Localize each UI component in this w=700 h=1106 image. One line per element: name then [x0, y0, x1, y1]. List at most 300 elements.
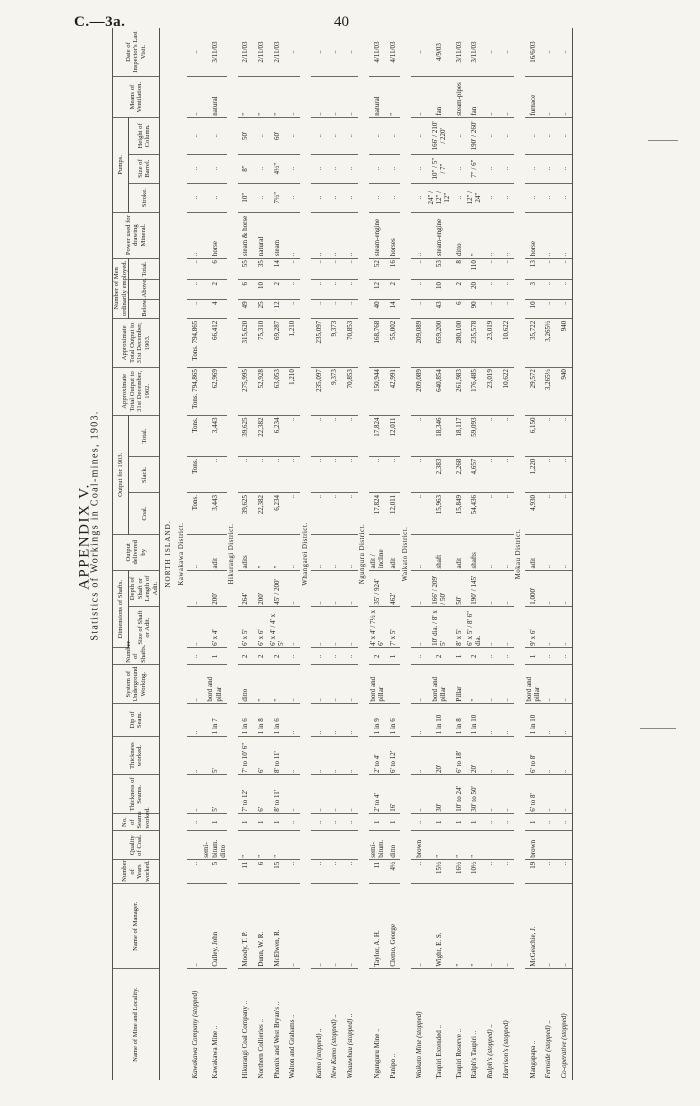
- cell-vent: ..: [411, 77, 427, 118]
- cell-seams: 1: [466, 814, 482, 831]
- cell-shafts: 2: [369, 648, 385, 665]
- cell-seams: ..: [327, 814, 343, 831]
- district-label: Mokau District.: [515, 528, 523, 580]
- cell-seams: ..: [342, 814, 358, 831]
- cell-slack: ..: [498, 457, 514, 493]
- col-group-output: Output for 1903.: [113, 416, 129, 535]
- cell-years: ..: [411, 860, 427, 884]
- cell-size: 6' x 4' / 4' x 5': [269, 607, 285, 648]
- cell-slack: 1,220: [525, 457, 541, 493]
- table-row: [269, 28, 285, 1080]
- cell-dip: ..: [411, 704, 427, 737]
- cell-worked: ..: [327, 736, 343, 775]
- cell-to1903: 10,622: [498, 319, 514, 367]
- cell-slack: ..: [483, 457, 499, 493]
- cell-men-total: 52: [369, 258, 385, 280]
- cell-shafts: 2: [238, 648, 254, 665]
- cell-dip: 1 in 9: [369, 704, 385, 737]
- cell-coal: ..: [411, 493, 427, 534]
- col-shaft-size: Size of Shaft or Adit.: [129, 607, 160, 648]
- cell-worked: 8' to 11': [269, 736, 285, 775]
- cell-to1902: 42,991: [385, 367, 401, 415]
- cell-delivered: adit: [202, 534, 226, 570]
- cell-visit: 2/11/03: [238, 28, 254, 77]
- cell-delivered: ..: [285, 534, 301, 570]
- cell-worked: 6' to 8': [525, 736, 541, 775]
- cell-name: Fernside (stopped) ..: [544, 1020, 553, 1079]
- cell-column: ..: [483, 118, 499, 154]
- table-row: [385, 28, 401, 1080]
- cell-manager: McElwen, R.: [269, 884, 285, 969]
- cell-stroke: ..: [327, 183, 343, 212]
- cell-delivered: adit / incline: [369, 534, 385, 570]
- col-men-above: Above.: [129, 280, 160, 299]
- cell-visit: 4/11/03: [369, 28, 385, 77]
- cell-dip: ..: [483, 704, 499, 737]
- cell-system: ..: [498, 665, 514, 704]
- cell-coal: ..: [311, 493, 327, 534]
- cell-coal: 15,963: [427, 493, 451, 534]
- cell-system: ": [269, 665, 285, 704]
- cell-name: Kamo (stopped) ..: [314, 1028, 323, 1079]
- cell-worked: 5': [202, 736, 226, 775]
- cell-stroke: ..: [253, 183, 269, 212]
- cell-size: ..: [311, 607, 327, 648]
- cell-delivered: ..: [311, 534, 327, 570]
- cell-depth: ..: [311, 570, 327, 606]
- cell-dip: ..: [285, 704, 301, 737]
- cell-barrel: ..: [525, 154, 541, 183]
- cell-manager: Moody, T. P.: [238, 884, 254, 969]
- cell-name: Ralph's (stopped) ..: [486, 1024, 495, 1079]
- cell-total: ..: [311, 416, 327, 457]
- cell-below: ..: [556, 299, 572, 318]
- cell-visit: 3/11/03: [451, 28, 467, 77]
- cell-size: 6' x 6': [253, 607, 269, 648]
- cell-slack: 2,268: [451, 457, 467, 493]
- cell-quality: brown: [525, 831, 541, 860]
- district-row: [227, 28, 238, 1080]
- cell-seams: ..: [285, 814, 301, 831]
- cell-depth: 200': [253, 570, 269, 606]
- cell-quality: semi-bitum.: [369, 831, 385, 860]
- cell-seams: ..: [187, 814, 203, 831]
- cell-to1902: 209,089: [411, 367, 427, 415]
- cell-depth: ..: [342, 570, 358, 606]
- cell-stroke: 10": [238, 183, 254, 212]
- cell-men-total: ..: [483, 258, 499, 280]
- cell-visit: 16/6/03: [525, 28, 541, 77]
- cell-coal: ..: [342, 493, 358, 534]
- table-body: [160, 28, 572, 1080]
- cell-to1903: 235,097: [311, 319, 327, 367]
- cell-seams: ..: [556, 814, 572, 831]
- cell-seam-thick: ..: [311, 775, 327, 814]
- cell-total: 17,824: [369, 416, 385, 457]
- cell-total: 3,443: [202, 416, 226, 457]
- cell-depth: ..: [483, 570, 499, 606]
- cell-men-total: 8: [451, 258, 467, 280]
- cell-barrel: ..: [451, 154, 467, 183]
- cell-slack: ..: [253, 457, 269, 493]
- cell-name: Ngunguru Mine ..: [372, 1028, 381, 1079]
- cell-shafts: ..: [342, 648, 358, 665]
- table-row: [411, 28, 427, 1080]
- cell-vent: ..: [342, 77, 358, 118]
- cell-to1903: 55,002: [385, 319, 401, 367]
- table-row: [311, 28, 327, 1080]
- cell-to1903: 70,853: [342, 319, 358, 367]
- cell-manager: Wight, E. S.: [427, 884, 451, 969]
- cell-to1902: Tons. 794,865: [187, 367, 203, 415]
- cell-size: ..: [285, 607, 301, 648]
- cell-barrel: ..: [285, 154, 301, 183]
- cell-power: horses: [385, 212, 401, 258]
- cell-depth: ..: [411, 570, 427, 606]
- cell-worked: ..: [411, 736, 427, 775]
- cell-stroke: ..: [498, 183, 514, 212]
- cell-men-total: ..: [556, 258, 572, 280]
- cell-stroke: 12" / 24": [466, 183, 482, 212]
- cell-depth: ..: [285, 570, 301, 606]
- cell-seams: ..: [411, 814, 427, 831]
- cell-to1903: 35,722: [525, 319, 541, 367]
- cell-manager: ..: [483, 884, 499, 969]
- cell-system: bord and pillar: [369, 665, 385, 704]
- cell-seams: ..: [483, 814, 499, 831]
- cell-years: ..: [285, 860, 301, 884]
- cell-visit: 4/9/03: [427, 28, 451, 77]
- appendix-title: APPENDIX V.: [76, 483, 93, 590]
- cell-delivered: ": [253, 534, 269, 570]
- table-row: [498, 28, 514, 1080]
- cell-name: Taupiri Reserve ..: [454, 1028, 463, 1079]
- cell-manager: Dunn, W. R.: [253, 884, 269, 969]
- table-row: [342, 28, 358, 1080]
- cell-below: 25: [253, 299, 269, 318]
- cell-power: steam-engine: [369, 212, 385, 258]
- cell-column: 166' / 210' / 220': [427, 118, 451, 154]
- cell-delivered: ..: [342, 534, 358, 570]
- cell-total: 6,150: [525, 416, 541, 457]
- cell-below: 49: [238, 299, 254, 318]
- cell-total: Tons.: [187, 416, 203, 457]
- cell-column: ..: [541, 118, 557, 154]
- cell-stroke: ..: [541, 183, 557, 212]
- cell-delivered: ..: [541, 534, 557, 570]
- cell-system: ..: [411, 665, 427, 704]
- cell-depth: ..: [541, 570, 557, 606]
- cell-shafts: ..: [327, 648, 343, 665]
- cell-slack: ..: [311, 457, 327, 493]
- cell-above: ..: [411, 280, 427, 299]
- cell-above: ..: [285, 280, 301, 299]
- cell-slack: ..: [238, 457, 254, 493]
- cell-above: 2: [202, 280, 226, 299]
- cell-to1903: 3,265½: [541, 319, 557, 367]
- district-row: [176, 28, 187, 1080]
- cell-delivered: shafts: [466, 534, 482, 570]
- district-label: Hikurangi District.: [228, 523, 236, 585]
- cell-vent: ": [238, 77, 254, 118]
- cell-name: Panipo ..: [388, 1053, 397, 1079]
- cell-quality: ": [427, 831, 451, 860]
- cell-system: bord and pillar: [525, 665, 541, 704]
- cell-seam-thick: ..: [187, 775, 203, 814]
- cell-slack: 2,383: [427, 457, 451, 493]
- cell-system: ..: [556, 665, 572, 704]
- cell-years: 15½: [427, 860, 451, 884]
- cell-worked: 6' to 18': [451, 736, 467, 775]
- cell-below: ..: [411, 299, 427, 318]
- cell-men-total: ..: [285, 258, 301, 280]
- col-pump-stroke: Stroke.: [129, 183, 160, 212]
- table-row: [451, 28, 467, 1080]
- cell-manager: ..: [311, 884, 327, 969]
- cell-above: ..: [187, 280, 203, 299]
- cell-depth: 45' / 200': [269, 570, 285, 606]
- cell-name: Kawakawa Mine ..: [210, 1025, 219, 1079]
- district-row: [300, 28, 311, 1080]
- cell-coal: ..: [327, 493, 343, 534]
- cell-total: ..: [327, 416, 343, 457]
- cell-visit: 2/11/03: [253, 28, 269, 77]
- cell-name: Whauwhau (stopped) ..: [345, 1013, 354, 1079]
- cell-stroke: ..: [411, 183, 427, 212]
- cell-manager: ..: [498, 884, 514, 969]
- cell-to1902: 150,944: [369, 367, 385, 415]
- district-row: [400, 28, 411, 1080]
- cell-coal: 15,849: [451, 493, 467, 534]
- table-row: [466, 28, 482, 1080]
- cell-power: ..: [311, 212, 327, 258]
- cell-quality: ": [451, 831, 467, 860]
- cell-below: ..: [498, 299, 514, 318]
- cell-years: ..: [541, 860, 557, 884]
- cell-above: ..: [311, 280, 327, 299]
- cell-column: 50': [238, 118, 254, 154]
- cell-to1902: 23,019: [483, 367, 499, 415]
- cell-men-total: ..: [541, 258, 557, 280]
- cell-men-total: 53: [427, 258, 451, 280]
- cell-coal: 3,443: [202, 493, 226, 534]
- cell-dip: 1 in 6: [385, 704, 401, 737]
- cell-delivered: ..: [187, 534, 203, 570]
- cell-power: ..: [327, 212, 343, 258]
- cell-above: ..: [483, 280, 499, 299]
- col-seam-thickness: Thickness of Seams.: [113, 775, 160, 814]
- cell-coal: ..: [483, 493, 499, 534]
- cell-dip: ..: [311, 704, 327, 737]
- cell-to1903: 69,287: [269, 319, 285, 367]
- cell-seams: 1: [253, 814, 269, 831]
- cell-above: 6: [238, 280, 254, 299]
- cell-barrel: ..: [498, 154, 514, 183]
- cell-shafts: ..: [285, 648, 301, 665]
- cell-column: ..: [311, 118, 327, 154]
- cell-above: 2: [385, 280, 401, 299]
- cell-years: 15: [269, 860, 285, 884]
- cell-total: 59,093: [466, 416, 482, 457]
- cell-column: ..: [556, 118, 572, 154]
- cell-above: ..: [498, 280, 514, 299]
- cell-slack: ..: [541, 457, 557, 493]
- cell-total: ..: [498, 416, 514, 457]
- table-row: [202, 28, 226, 1080]
- cell-to1903: 280,100: [451, 319, 467, 367]
- cell-worked: ..: [311, 736, 327, 775]
- cell-worked: 20': [427, 736, 451, 775]
- cell-barrel: ..: [556, 154, 572, 183]
- cell-above: 10: [427, 280, 451, 299]
- cell-manager: ": [451, 884, 467, 969]
- cell-total: ..: [541, 416, 557, 457]
- col-total-1902: Approximate Total Output to 31st December, 1902.: [113, 367, 160, 415]
- cell-barrel: 8": [238, 154, 254, 183]
- cell-name: Walton and Grahams ..: [288, 1014, 297, 1079]
- col-group-pumps: Pumps.: [113, 118, 129, 212]
- cell-vent: ..: [327, 77, 343, 118]
- cell-quality: ": [466, 831, 482, 860]
- cell-slack: ..: [327, 457, 343, 493]
- col-power: Power used for drawing Mineral.: [113, 212, 160, 258]
- cell-dip: 1 in 7: [202, 704, 226, 737]
- district-label: Kawakawa District.: [177, 522, 185, 586]
- table-row: [285, 28, 301, 1080]
- cell-size: 9' x 6': [525, 607, 541, 648]
- cell-to1902: 29,572: [525, 367, 541, 415]
- cell-barrel: ..: [187, 154, 203, 183]
- cell-above: ..: [327, 280, 343, 299]
- cell-above: ..: [342, 280, 358, 299]
- cell-above: ..: [541, 280, 557, 299]
- col-thickness-worked: Thickness worked.: [113, 736, 160, 775]
- cell-size: 6' x 5': [238, 607, 254, 648]
- cell-name: Phœnix and West Bryan's ..: [272, 1001, 281, 1079]
- col-system: System of Underground Working.: [113, 665, 160, 704]
- cell-power: horse: [202, 212, 226, 258]
- cell-barrel: ..: [369, 154, 385, 183]
- cell-visit: ..: [342, 28, 358, 77]
- cell-shafts: 1: [525, 648, 541, 665]
- cell-seams: 1: [451, 814, 467, 831]
- cell-dip: 1 in 8: [253, 704, 269, 737]
- cell-stroke: ..: [311, 183, 327, 212]
- cell-coal: 12,011: [385, 493, 401, 534]
- cell-depth: 166' / 209' / 50': [427, 570, 451, 606]
- cell-worked: ..: [285, 736, 301, 775]
- cell-to1902: 940: [556, 367, 572, 415]
- cell-vent: ..: [311, 77, 327, 118]
- cell-seam-thick: 6': [253, 775, 269, 814]
- cell-vent: ..: [187, 77, 203, 118]
- cell-men-total: 6: [202, 258, 226, 280]
- cell-worked: 2' to 4': [369, 736, 385, 775]
- cell-seams: 1: [369, 814, 385, 831]
- cell-quality: [541, 831, 557, 860]
- cell-stroke: ..: [525, 183, 541, 212]
- cell-column: ..: [411, 118, 427, 154]
- cell-to1903: Tons. 794,865: [187, 319, 203, 367]
- cell-seams: 1: [385, 814, 401, 831]
- cell-barrel: ..: [311, 154, 327, 183]
- cell-coal: ..: [556, 493, 572, 534]
- cell-manager: McGeachie, J.: [525, 884, 541, 969]
- cell-power: steam-engine: [427, 212, 451, 258]
- cell-seams: 1: [525, 814, 541, 831]
- cell-manager: ..: [187, 884, 203, 969]
- cell-seam-thick: 30': [427, 775, 451, 814]
- col-pump-barrel: Size of Barrel.: [129, 154, 160, 183]
- cell-power: ..: [498, 212, 514, 258]
- cell-vent: ..: [541, 77, 557, 118]
- cell-delivered: ..: [411, 534, 427, 570]
- cell-years: 4½: [385, 860, 401, 884]
- cell-above: 2: [269, 280, 285, 299]
- cell-depth: 50': [451, 570, 467, 606]
- page-number: 40: [334, 14, 349, 30]
- table-row: [541, 28, 557, 1080]
- col-dip: Dip of Seam.: [113, 704, 160, 737]
- cell-to1902: 52,928: [253, 367, 269, 415]
- table-row: [369, 28, 385, 1080]
- cell-dip: 1 in 10: [525, 704, 541, 737]
- cell-above: 2: [451, 280, 467, 299]
- cell-coal: 17,824: [369, 493, 385, 534]
- cell-delivered: adit: [451, 534, 467, 570]
- cell-total: ..: [556, 416, 572, 457]
- cell-quality: [498, 831, 514, 860]
- cell-below: 90: [466, 299, 482, 318]
- cell-stroke: ..: [342, 183, 358, 212]
- cell-to1902: 640,854: [427, 367, 451, 415]
- cell-slack: ..: [269, 457, 285, 493]
- cell-worked: ..: [483, 736, 499, 775]
- cell-worked: ..: [498, 736, 514, 775]
- cell-vent: natural: [369, 77, 385, 118]
- cell-seam-thick: 5': [202, 775, 226, 814]
- cell-vent: fan: [427, 77, 451, 118]
- cell-system: Pillar: [451, 665, 467, 704]
- cell-dip: 1 in 6: [238, 704, 254, 737]
- cell-seam-thick: ..: [498, 775, 514, 814]
- cell-stroke: ..: [369, 183, 385, 212]
- cell-system: [385, 665, 401, 704]
- cell-vent: natural: [202, 77, 226, 118]
- cell-years: 11: [369, 860, 385, 884]
- cell-depth: 264': [238, 570, 254, 606]
- cell-to1903: 75,310: [253, 319, 269, 367]
- cell-worked: ..: [187, 736, 203, 775]
- cell-vent: ": [253, 77, 269, 118]
- cell-barrel: 10" / 5" / 7": [427, 154, 451, 183]
- col-output-total: Total.: [129, 416, 160, 457]
- cell-to1903: 315,620: [238, 319, 254, 367]
- cell-to1902: 1,210: [285, 367, 301, 415]
- cell-size: ..: [541, 607, 557, 648]
- cell-to1902: 9,373: [327, 367, 343, 415]
- cell-column: ..: [285, 118, 301, 154]
- cell-seams: ..: [498, 814, 514, 831]
- cell-depth: ..: [327, 570, 343, 606]
- cell-column: ..: [327, 118, 343, 154]
- cell-stroke: 7½": [269, 183, 285, 212]
- cell-below: ..: [285, 299, 301, 318]
- cell-years: 11: [238, 860, 254, 884]
- cell-depth: ..: [187, 570, 203, 606]
- cell-visit: ..: [411, 28, 427, 77]
- cell-barrel: ..: [483, 154, 499, 183]
